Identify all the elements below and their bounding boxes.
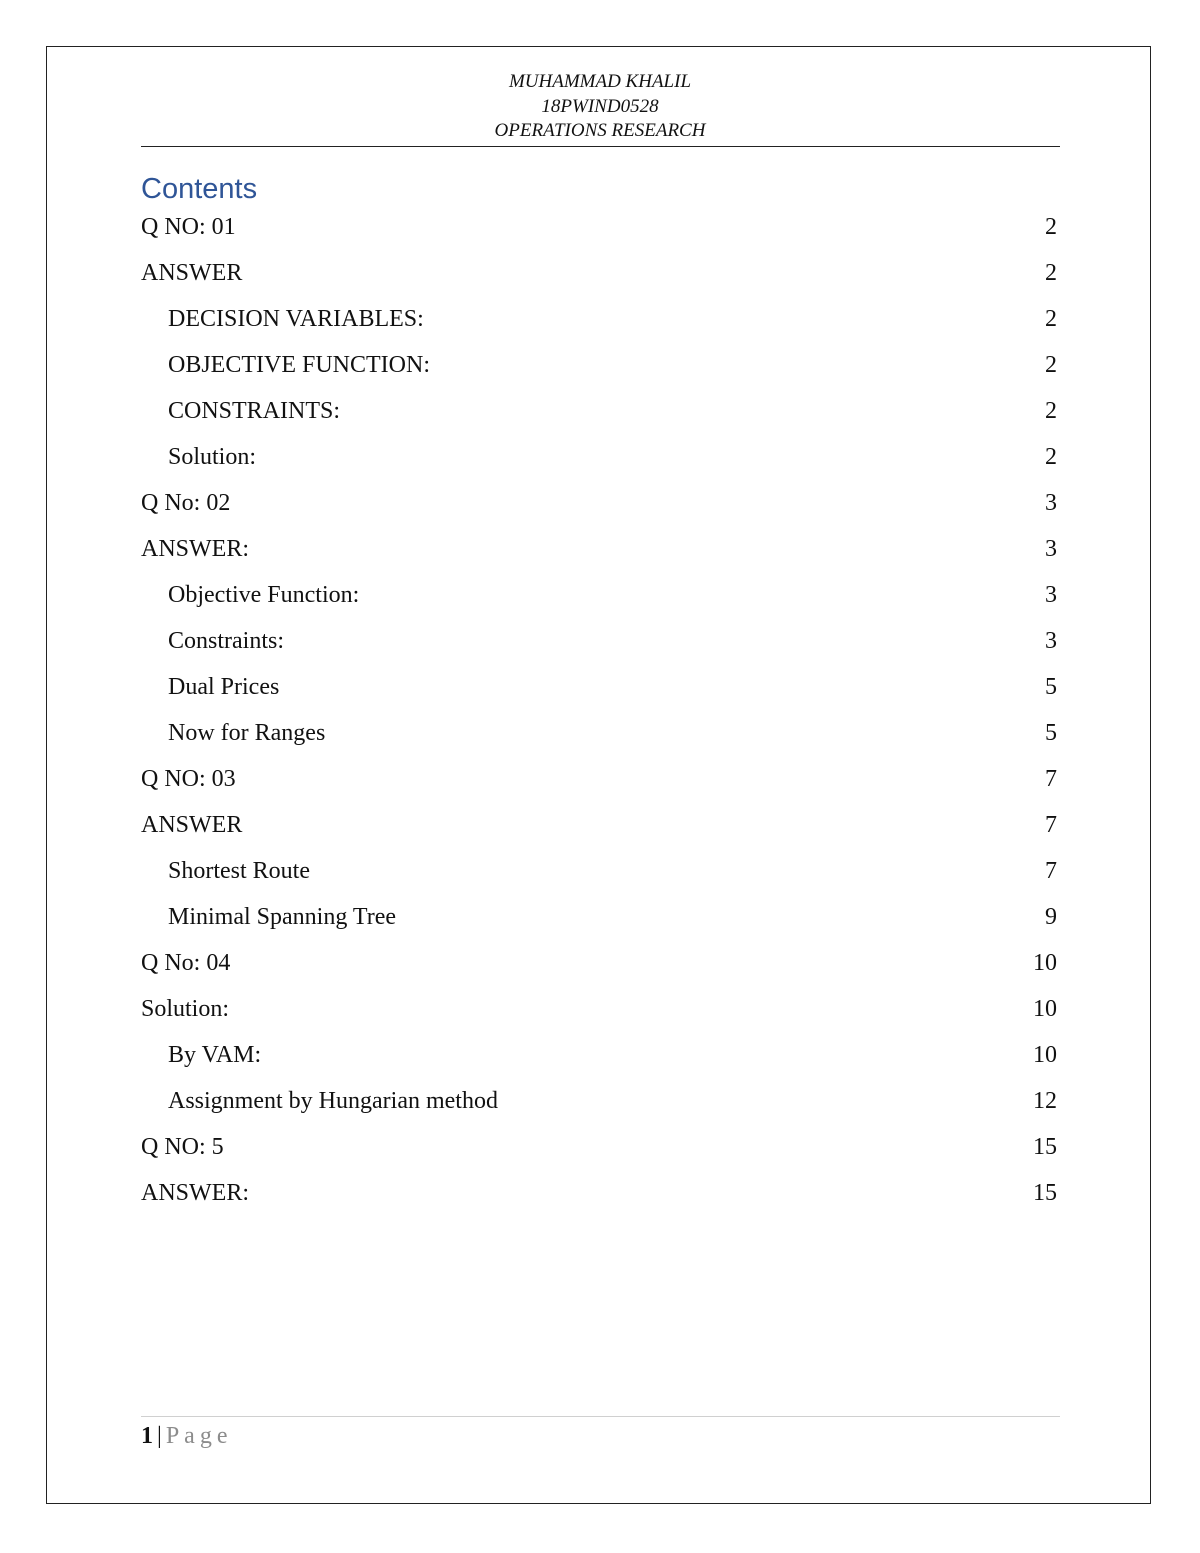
toc-entry-page[interactable]: 2 — [1045, 352, 1057, 378]
footer-page-word: Page — [165, 1423, 233, 1449]
toc-entry-label[interactable]: ANSWER: — [141, 536, 249, 562]
toc-entry-page[interactable]: 10 — [1033, 996, 1057, 1022]
toc-entry-label[interactable]: Solution: — [168, 444, 257, 470]
toc-entry-label[interactable]: Q No: 02 — [141, 490, 231, 516]
contents-heading: Contents — [141, 173, 258, 205]
toc-entry-label[interactable]: Now for Ranges — [168, 720, 326, 746]
toc-entry-page[interactable]: 15 — [1033, 1134, 1057, 1160]
toc-entry-page[interactable]: 10 — [1033, 1042, 1057, 1068]
header-divider — [141, 146, 1060, 147]
toc-entry-label[interactable]: ANSWER — [141, 260, 243, 286]
toc-entry-page[interactable]: 3 — [1045, 536, 1057, 562]
toc-entry[interactable] — [141, 897, 1059, 943]
toc-entry-page[interactable]: 5 — [1045, 720, 1057, 746]
toc-entry[interactable] — [141, 299, 1059, 345]
toc-entry[interactable] — [141, 1127, 1059, 1173]
toc-entry[interactable] — [141, 989, 1059, 1035]
toc-entry-page[interactable]: 5 — [1045, 674, 1057, 700]
toc-entry[interactable] — [141, 621, 1059, 667]
toc-entry-page[interactable]: 7 — [1045, 812, 1057, 838]
toc-entry-page[interactable]: 2 — [1045, 444, 1057, 470]
toc-entry[interactable] — [141, 437, 1059, 483]
toc-entry[interactable] — [141, 575, 1059, 621]
toc-entry-page[interactable]: 3 — [1045, 490, 1057, 516]
footer-page-number: 1 — [141, 1423, 153, 1449]
toc-entry[interactable] — [141, 391, 1059, 437]
toc-entry-label[interactable]: Objective Function: — [168, 582, 360, 608]
toc-entry-page[interactable]: 3 — [1045, 628, 1057, 654]
footer-divider — [141, 1416, 1060, 1417]
toc-entry-label[interactable]: Dual Prices — [168, 674, 280, 700]
toc-entry-page[interactable]: 10 — [1033, 950, 1057, 976]
header-student-id: 18PWIND0528 — [541, 95, 659, 117]
toc-entry-page[interactable]: 2 — [1045, 306, 1057, 332]
toc-entry-label[interactable]: Solution: — [141, 996, 230, 1022]
table-of-contents — [141, 207, 1059, 1219]
header-author: MUHAMMAD KHALIL — [508, 71, 692, 92]
toc-entry-label[interactable]: Q NO: 01 — [141, 214, 236, 240]
toc-entry[interactable] — [141, 1035, 1059, 1081]
toc-entry-label[interactable]: Assignment by Hungarian method — [168, 1088, 498, 1114]
toc-entry-label[interactable]: By VAM: — [168, 1042, 262, 1068]
toc-entry[interactable] — [141, 805, 1059, 851]
toc-entry-label[interactable]: ANSWER — [141, 812, 243, 838]
toc-entry[interactable] — [141, 713, 1059, 759]
toc-entry[interactable] — [141, 345, 1059, 391]
toc-entry-label[interactable]: OBJECTIVE FUNCTION: — [168, 352, 430, 378]
toc-entry-page[interactable]: 3 — [1045, 582, 1057, 608]
toc-entry[interactable] — [141, 851, 1059, 897]
toc-entry-page[interactable]: 15 — [1033, 1180, 1057, 1206]
toc-entry-page[interactable]: 7 — [1045, 858, 1057, 884]
toc-entry[interactable] — [141, 253, 1059, 299]
toc-entry-label[interactable]: ANSWER: — [141, 1180, 249, 1206]
page-header — [141, 70, 1059, 144]
toc-entry-page[interactable]: 2 — [1045, 260, 1057, 286]
header-course: OPERATIONS RESEARCH — [494, 120, 706, 141]
toc-entry-label[interactable]: CONSTRAINTS: — [168, 398, 341, 424]
toc-entry[interactable] — [141, 1081, 1059, 1127]
toc-entry[interactable] — [141, 667, 1059, 713]
toc-entry[interactable] — [141, 759, 1059, 805]
toc-entry-page[interactable]: 9 — [1045, 904, 1057, 930]
toc-entry-page[interactable]: 12 — [1033, 1088, 1057, 1114]
toc-entry[interactable] — [141, 207, 1059, 253]
toc-entry-page[interactable]: 7 — [1045, 766, 1057, 792]
toc-entry-label[interactable]: Shortest Route — [168, 858, 310, 884]
toc-entry-page[interactable]: 2 — [1045, 398, 1057, 424]
toc-entry-label[interactable]: Q NO: 03 — [141, 766, 236, 792]
footer-separator: | — [157, 1423, 162, 1449]
toc-entry-label[interactable]: Q NO: 5 — [141, 1134, 224, 1160]
toc-entry-label[interactable]: Minimal Spanning Tree — [168, 904, 397, 930]
toc-entry[interactable] — [141, 529, 1059, 575]
toc-entry-label[interactable]: DECISION VARIABLES: — [168, 306, 424, 332]
toc-entry-label[interactable]: Q No: 04 — [141, 950, 231, 976]
toc-entry-label[interactable]: Constraints: — [168, 628, 285, 654]
toc-entry-page[interactable]: 2 — [1045, 214, 1057, 240]
page-footer — [141, 1420, 232, 1452]
toc-entry[interactable] — [141, 1173, 1059, 1219]
toc-entry[interactable] — [141, 483, 1059, 529]
toc-entry[interactable] — [141, 943, 1059, 989]
